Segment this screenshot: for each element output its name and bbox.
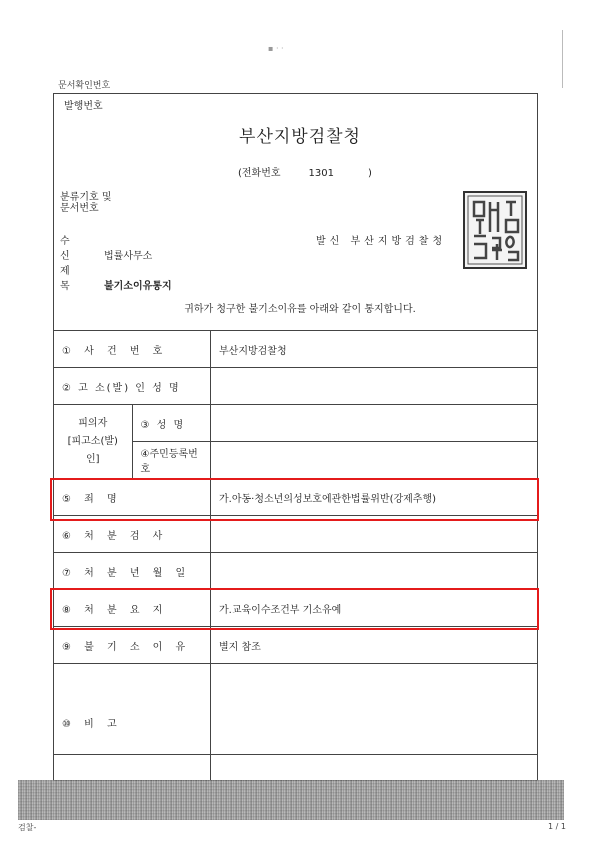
suspect-group-line1: 피의자 (78, 417, 108, 429)
redacted-noise-strip (18, 780, 564, 820)
subject-value: 불기소이유통지 (104, 281, 172, 292)
non-indictment-reason-label: ⑨ 불 기 소 이 유 (54, 627, 211, 664)
suspect-id-value (211, 442, 538, 479)
disposition-summary-value: 가.교육이수조건부 기소유예 (211, 590, 538, 627)
suspect-name-value (211, 405, 538, 442)
classification-label (60, 192, 111, 214)
intro-text: 귀하가 청구한 불기소이유를 아래와 같이 통지합니다. (184, 304, 416, 315)
row-non-indictment-reason (54, 627, 538, 664)
document-id-label: 문서확인번호 (58, 81, 111, 91)
issue-number-label: 발행번호 (64, 101, 103, 112)
disposition-date-label: ⑦ 처 분 년 월 일 (54, 553, 211, 590)
row-disposition-date (54, 553, 538, 590)
subject-label: 제 목 (60, 266, 79, 292)
disposition-summary-label: ⑧ 처 분 요 지 (54, 590, 211, 627)
case-number-value: 부산지방검찰청 (211, 331, 538, 368)
row-suspect-name (54, 405, 538, 442)
subject-row (60, 262, 172, 292)
disposition-summary-highlight-box (50, 588, 539, 630)
phone-number: 1301 (308, 168, 334, 179)
phone-prefix: (전화번호 (238, 168, 281, 179)
suspect-group-line2: [피고소(발)인] (67, 435, 118, 465)
classification-label-line2: 문서번호 (60, 203, 99, 214)
row-case-number (54, 331, 538, 368)
remarks-value (211, 664, 538, 781)
scan-artifact: ▪ · · (268, 44, 284, 53)
recipient-value: 법률사무소 (104, 251, 153, 262)
prosecutor-value (211, 516, 538, 553)
office-title: 부산지방검찰청 (239, 127, 361, 147)
suspect-id-label: ④주민등록번호 (132, 442, 211, 479)
suspect-group-label (54, 405, 133, 479)
complainant-value (211, 368, 538, 405)
charge-highlight-box (50, 478, 539, 521)
notice-form-table (53, 330, 538, 781)
suspect-name-label: ③ 성 명 (132, 405, 211, 442)
disposition-date-value (211, 553, 538, 590)
row-complainant (54, 368, 538, 405)
non-indictment-reason-value: 별지 참조 (211, 627, 538, 664)
scan-edge-line (562, 30, 563, 88)
footer-left-text: 검찰- (18, 823, 37, 832)
charge-label: ⑤ 죄 명 (54, 479, 211, 516)
charge-value: 가.아동·청소년의성보호에관한법률위반(강제추행) (211, 479, 538, 516)
complainant-label: ② 고 소(발) 인 성 명 (54, 368, 211, 405)
sender: 발신 부산지방검찰청 (316, 236, 447, 247)
classification-label-line1: 분류기호 및 (60, 192, 112, 203)
phone-suffix: ) (368, 168, 372, 179)
remarks-label: ⑩ 비 고 (54, 664, 211, 781)
prosecutor-label: ⑥ 처 분 검 사 (54, 516, 211, 553)
recipient-row (60, 232, 152, 262)
recipient-label: 수 신 (60, 236, 79, 262)
official-seal-icon (462, 190, 528, 270)
row-prosecutor (54, 516, 538, 553)
case-number-label: ① 사 건 번 호 (54, 331, 211, 368)
page-indicator: 1 / 1 (548, 822, 566, 831)
row-remarks (54, 664, 538, 781)
phone-line (238, 164, 372, 179)
